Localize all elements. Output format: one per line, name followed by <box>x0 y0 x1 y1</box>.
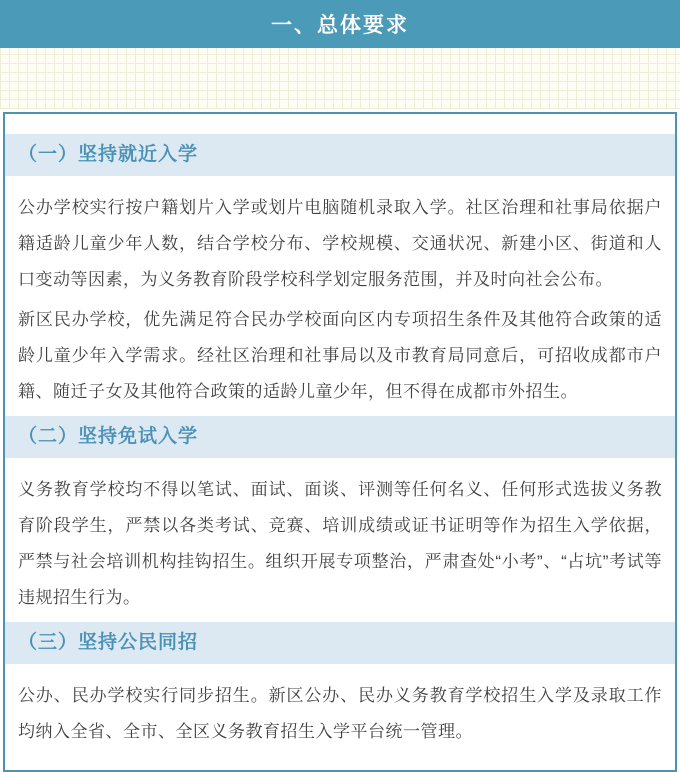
paragraph: 公办学校实行按户籍划片入学或划片电脑随机录取入学。社区治理和社事局依据户籍适龄儿童少年人数，结合学校分布、学校规模、交通状况、新建小区、街道和人口变动等因素，为义务教育阶段学校科学划定服务范围，并及时向社会公布。 <box>18 198 662 289</box>
section-exam-free-enrollment <box>5 416 675 616</box>
paragraph: 义务教育学校均不得以笔试、面试、面谈、评测等任何名义、任何形式选拔义务教育阶段学生，严禁以各类考试、竞赛、培训成绩或证书证明等作为招生入学依据，严禁与社会培训机构挂钩招生。组织开展专项整治，严肃查处“小考”、“占坑”考试等违规招生行为。 <box>18 480 662 607</box>
section-simultaneous-enrollment <box>5 622 675 750</box>
section-heading-2: （二）坚持免试入学 <box>5 416 675 458</box>
grid-decor-band <box>0 48 680 109</box>
paragraph: 新区民办学校，优先满足符合民办学校面向区内专项招生条件及其他符合政策的适龄儿童少年入学需求。经社区治理和社事局以及市教育局同意后，可招收成都市户籍、随迁子女及其他符合政策的适龄儿童少年，但不得在成都市外招生。 <box>18 310 662 401</box>
section-heading-3: （三）坚持公民同招 <box>5 622 675 664</box>
paragraph: 公办、民办学校实行同步招生。新区公办、民办义务教育学校招生入学及录取工作均纳入全省、全市、全区义务教育招生入学平台统一管理。 <box>18 686 662 741</box>
section-heading-1: （一）坚持就近入学 <box>5 134 675 176</box>
page-title: 一、总体要求 <box>271 14 409 37</box>
section-banner <box>0 0 680 48</box>
section-keep-nearby-enrollment <box>5 134 675 410</box>
content-box <box>3 112 677 772</box>
